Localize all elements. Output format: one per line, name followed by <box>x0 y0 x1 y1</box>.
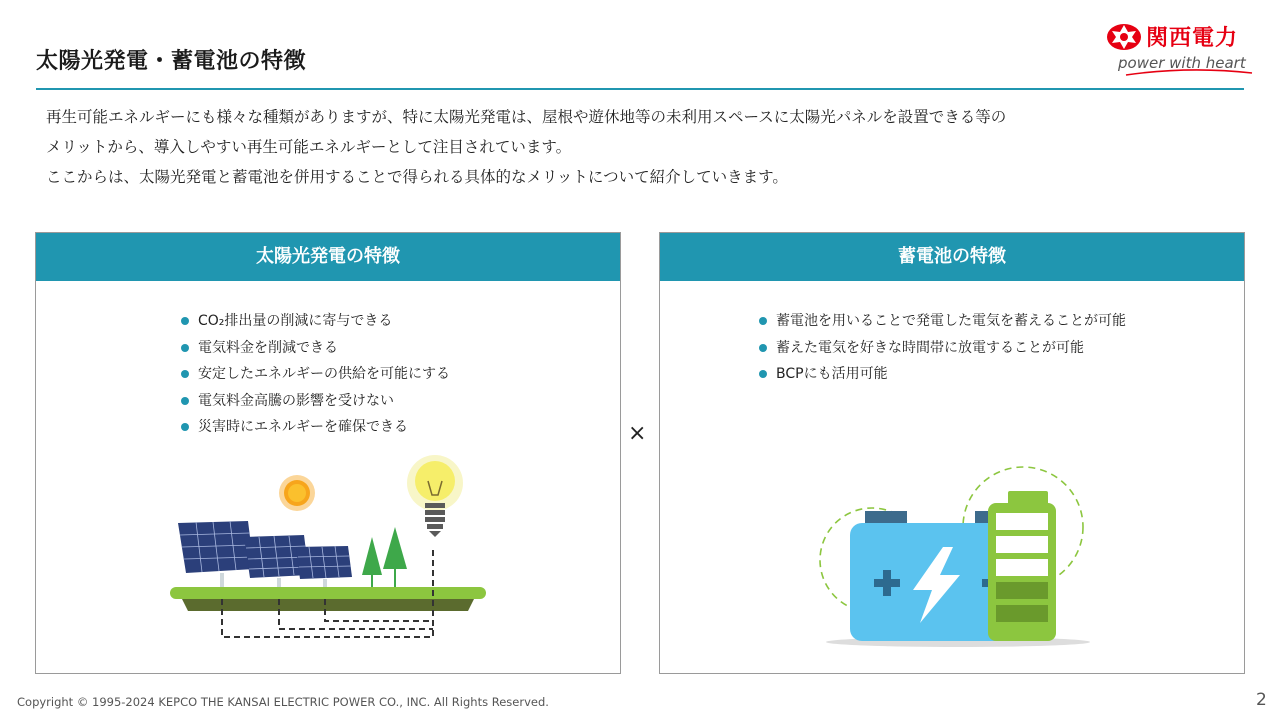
times-symbol: × <box>628 421 647 446</box>
list-item: 蓄えた電気を好きな時間帯に放電することが可能 <box>759 338 1126 365</box>
intro-text <box>46 102 1236 192</box>
solar-power-illustration <box>168 451 488 646</box>
solar-feature-list <box>181 311 450 444</box>
list-item: 蓄電池を用いることで発電した電気を蓄えることが可能 <box>759 311 1126 338</box>
battery-panel-title: 蓄電池の特徴 <box>660 233 1244 281</box>
company-name: 関西電力 <box>1146 26 1239 51</box>
list-item: 安定したエネルギーの供給を可能にする <box>181 364 450 391</box>
list-item: 電気料金を削減できる <box>181 338 450 365</box>
company-tagline: power with heart <box>1118 54 1246 72</box>
list-item: 電気料金高騰の影響を受けない <box>181 391 450 418</box>
list-item: BCPにも活用可能 <box>759 364 1126 391</box>
page-title: 太陽光発電・蓄電池の特徴 <box>36 49 307 74</box>
battery-feature-list <box>759 311 1126 391</box>
intro-line: 再生可能エネルギーにも様々な種類がありますが、特に太陽光発電は、屋根や遊休地等の未利用スペースに太陽光パネルを設置できる等の <box>46 108 1007 126</box>
kepco-logo-icon <box>1106 23 1142 51</box>
company-logo <box>1104 20 1264 80</box>
sun-icon <box>279 475 315 511</box>
page-number: 2 <box>1256 690 1267 710</box>
solar-features-panel <box>35 232 621 674</box>
solar-panel-icon <box>178 521 254 587</box>
solar-panel-icon <box>296 546 352 588</box>
solar-panel-title: 太陽光発電の特徴 <box>36 233 620 281</box>
storage-battery-illustration <box>810 465 1100 650</box>
copyright-notice: Copyright © 1995-2024 KEPCO THE KANSAI ELECTRIC POWER CO., INC. All Rights Reserved. <box>17 695 549 709</box>
tree-icon <box>362 527 407 589</box>
intro-line: ここからは、太陽光発電と蓄電池を併用することで得られる具体的なメリットについて紹介していきます。 <box>46 168 788 186</box>
title-divider <box>36 88 1244 90</box>
intro-line: メリットから、導入しやすい再生可能エネルギーとして注目されています。 <box>46 138 572 156</box>
list-item: CO₂排出量の削減に寄与できる <box>181 311 450 338</box>
battery-features-panel <box>659 232 1245 674</box>
tagline-swoosh-icon <box>1124 68 1254 78</box>
light-bulb-icon <box>407 455 463 537</box>
list-item: 災害時にエネルギーを確保できる <box>181 417 450 444</box>
charge-level-icon <box>988 491 1056 641</box>
